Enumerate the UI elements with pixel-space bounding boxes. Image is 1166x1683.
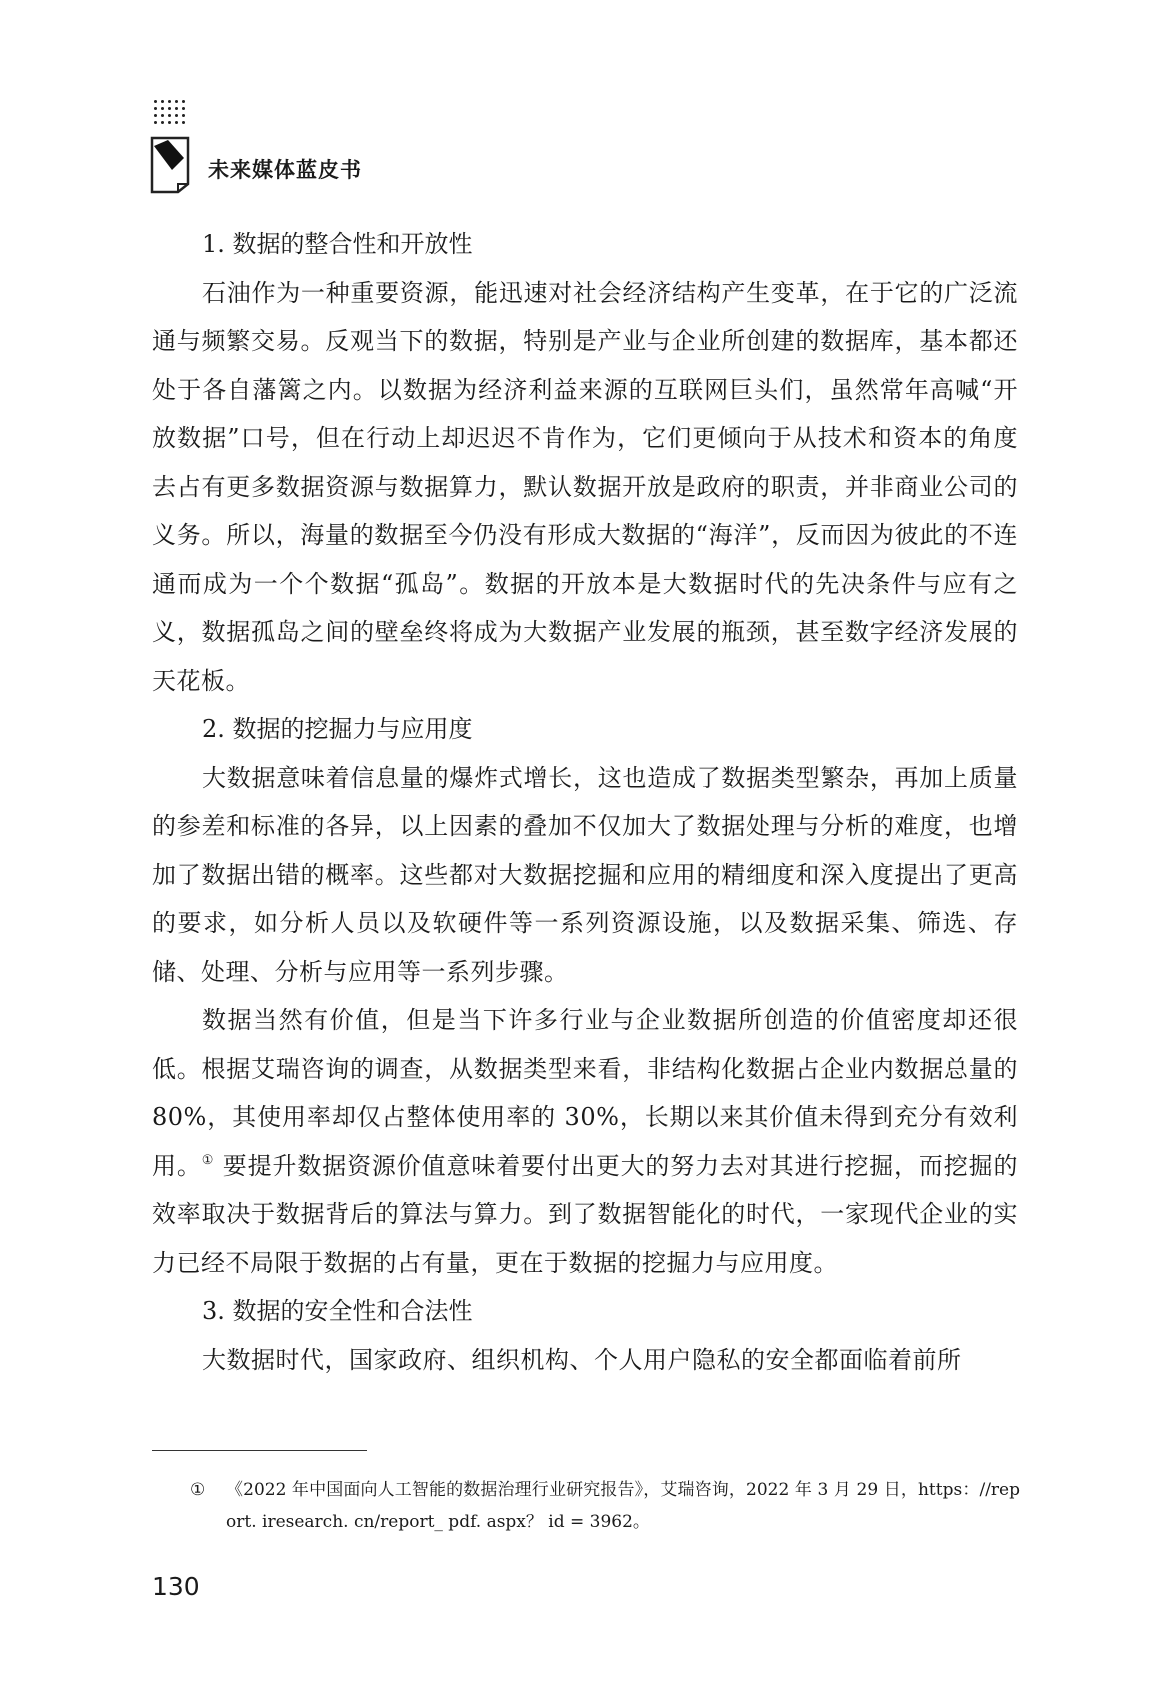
- footnote: [190, 1474, 1020, 1538]
- dot: [154, 107, 157, 110]
- footnote-reference[interactable]: ①: [201, 1152, 215, 1168]
- dot: [168, 100, 171, 103]
- section-heading-3: 3. 数据的安全性和合法性: [202, 1297, 473, 1325]
- paragraph-text: 数据当然有价值，但是当下许多行业与企业数据所创造的价值密度却还很低。根据艾瑞咨询的调查，从数据类型来看，非结构化数据占企业内数据总量的 80%，其使用率却仅占整体使用率的 30%，长期以来其价值未得到充分有效利用。: [152, 1006, 1018, 1180]
- dot: [161, 100, 164, 103]
- dot: [175, 100, 178, 103]
- paragraph-continuation: 要提升数据资源价值意味着要付出更大的努力去对其进行挖掘，而挖掘的效率取决于数据背后的算法与算力。到了数据智能化的时代，一家现代企业的实力已经不局限于数据的占有量，更在于数据的挖掘力与应用度。: [152, 1151, 1019, 1277]
- paragraph: 石油作为一种重要资源，能迅速对社会经济结构产生变革，在于它的广泛流通与频繁交易。反观当下的数据，特别是产业与企业所创建的数据库，基本都还处于各自藩篱之内。以数据为经济利益来源的互联网巨头们，虽然常年高喊“开放数据”口号，但在行动上却迟迟不肯作为，它们更倾向于从技术和资本的角度去占有更多数据资源与数据算力，默认数据开放是政府的职责，并非商业公司的义务。所以，海量的数据至今仍没有形成大数据的“海洋”，反而因为彼此的不连通而成为一个个数据“孤岛”。数据的开放本是大数据时代的先决条件与应有之义，数据孤岛之间的壁垒终将成为大数据产业发展的瓶颈，甚至数字经济发展的天花板。: [152, 278, 1018, 695]
- footnote-divider: [152, 1450, 367, 1451]
- section-heading-2: 2. 数据的挖掘力与应用度: [202, 715, 473, 743]
- dot: [182, 100, 185, 103]
- dot: [154, 100, 157, 103]
- dot: [168, 121, 171, 124]
- dot: [154, 114, 157, 117]
- page-number: 130: [152, 1572, 200, 1601]
- section-heading-1: 1. 数据的整合性和开放性: [202, 230, 473, 258]
- dot: [161, 114, 164, 117]
- footnote-marker: ①: [190, 1480, 206, 1500]
- paragraph-with-footnote: [152, 996, 1018, 1287]
- paragraph: 大数据意味着信息量的爆炸式增长，这也造成了数据类型繁杂，再加上质量的参差和标准的各异，以上因素的叠加不仅加大了数据处理与分析的难度，也增加了数据出错的概率。这些都对大数据挖掘和应用的精细度和深入度提出了更高的要求，如分析人员以及软硬件等一系列资源设施，以及数据采集、筛选、存储、处理、分析与应用等一系列步骤。: [152, 763, 1018, 986]
- dot: [161, 107, 164, 110]
- dot: [182, 114, 185, 117]
- dot: [175, 121, 178, 124]
- book-corner-icon: [150, 136, 194, 194]
- dot: [182, 107, 185, 110]
- dot: [161, 121, 164, 124]
- running-header: [150, 100, 550, 200]
- series-title: 未来媒体蓝皮书: [208, 158, 362, 182]
- footnote-text: 《2022 年中国面向人工智能的数据治理行业研究报告》，艾瑞咨询，2022 年 3 月 29 日，https：//report. iresearch. cn/report_ pdf. aspx？ id = 3962。: [226, 1480, 1020, 1532]
- dot: [168, 114, 171, 117]
- dot: [154, 121, 157, 124]
- dot: [175, 114, 178, 117]
- dot: [175, 107, 178, 110]
- paragraph: 大数据时代，国家政府、组织机构、个人用户隐私的安全都面临着前所: [202, 1345, 962, 1374]
- dot: [168, 107, 171, 110]
- dot: [182, 121, 185, 124]
- body-text: [152, 220, 1018, 1384]
